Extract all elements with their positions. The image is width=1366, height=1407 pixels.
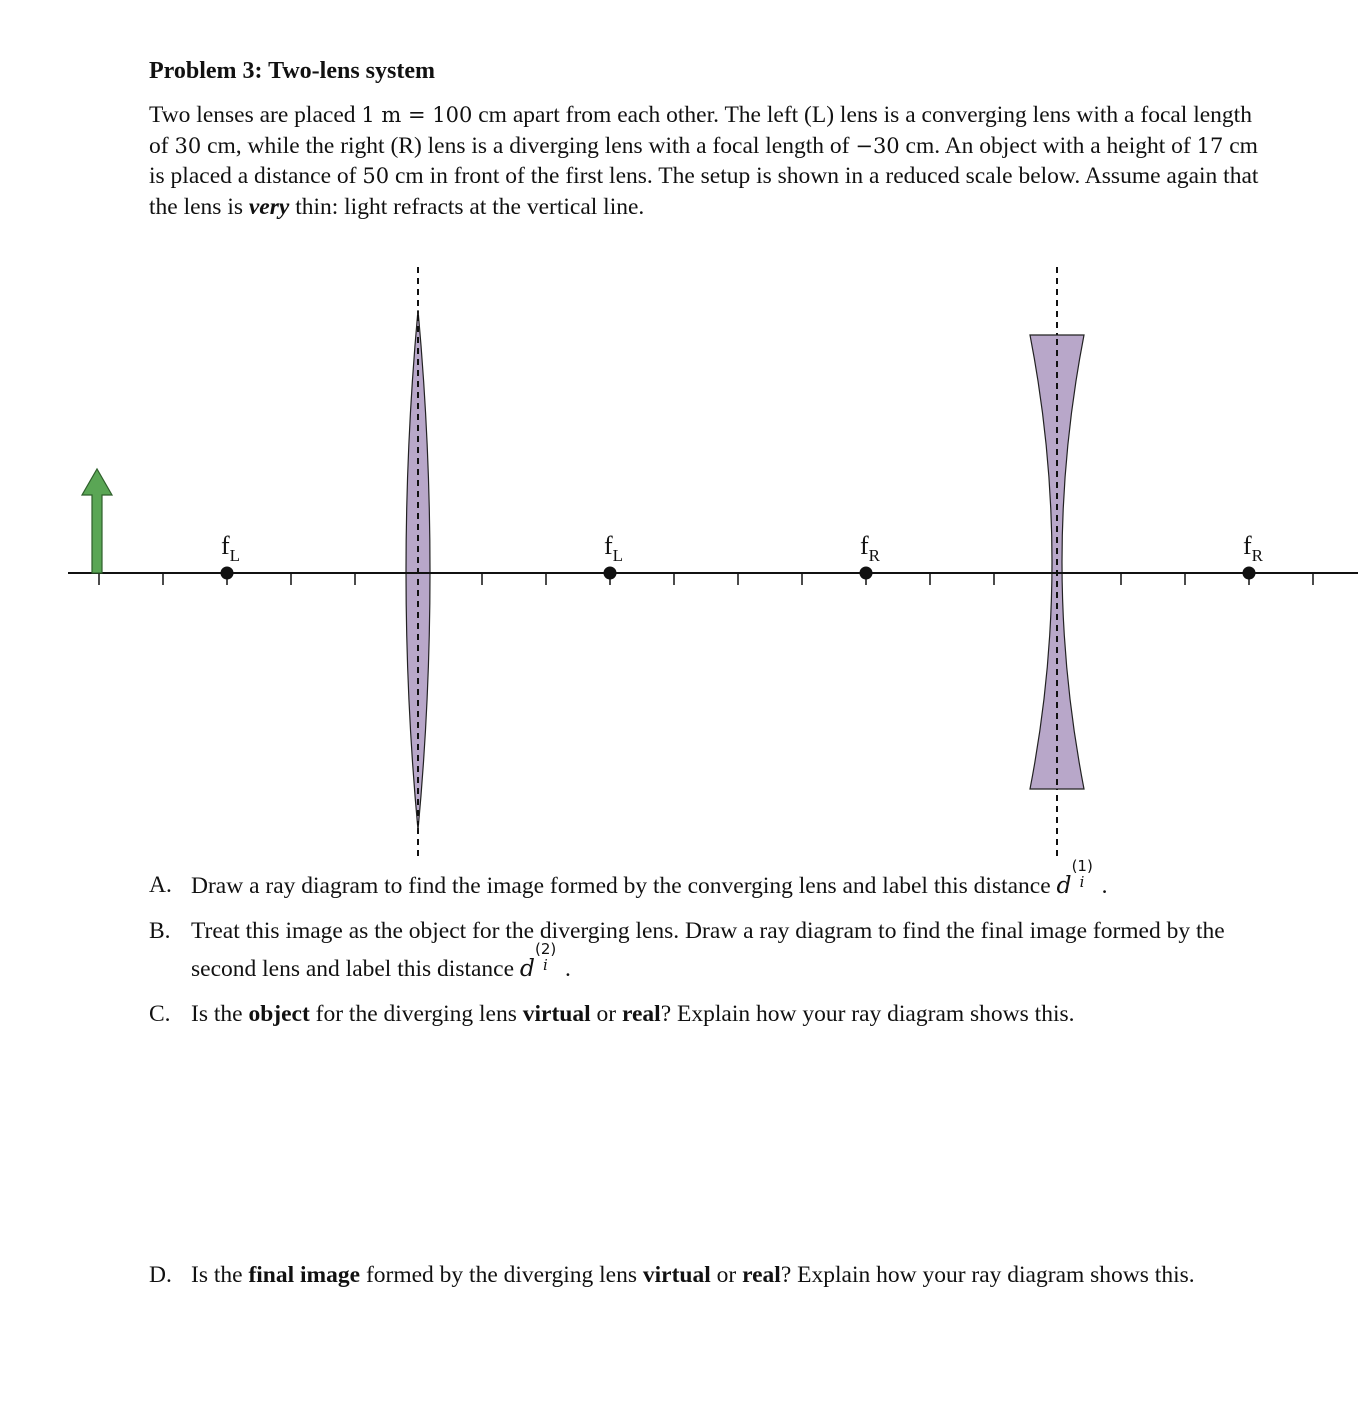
question-a-sup: (1) — [1071, 857, 1093, 875]
question-a-text: Draw a ray diagram to find the image formed by the converging lens and label this distance — [191, 873, 1057, 899]
question-a-sub: i — [1079, 873, 1085, 891]
question-a-end: . — [1101, 873, 1108, 899]
question-c-bold-object: object — [248, 1001, 310, 1027]
question-b-text: Treat this image as the object for the diverging lens. Draw a ray diagram to find the final image formed by the second lens and label this distance — [191, 918, 1225, 982]
question-d-text-3: or — [710, 1262, 743, 1288]
question-c-text-2: for the diverging lens — [309, 1001, 523, 1027]
intro-emphasis: very — [248, 193, 290, 220]
question-b-sup: (2) — [534, 940, 557, 958]
question-c-bold-virtual: virtual — [522, 1001, 591, 1027]
question-c-text-3: or — [590, 1001, 622, 1027]
question-d — [149, 1260, 1259, 1291]
question-d-bold-virtual: virtual — [642, 1262, 711, 1288]
question-c-text-4: ? Explain how your ray diagram shows this. — [660, 1001, 1075, 1027]
intro-math-height: 17 — [1196, 133, 1224, 158]
intro-text-3: cm, while the right (R) lens is a diverging lens with a focal length of — [201, 132, 856, 159]
focal-label-right-1: $f_R$ — [860, 531, 881, 565]
focal-label-left-1: $f_L$ — [221, 531, 241, 565]
problem-intro — [149, 100, 1259, 222]
focal-point-right-2 — [1243, 567, 1256, 580]
question-d-text-1: Is the — [191, 1262, 249, 1288]
axis-ticks — [99, 573, 1313, 585]
intro-text-7: thin: light refracts at the vertical line. — [289, 193, 645, 220]
intro-text-6: cm in front of the first lens. The setup is shown in a reduced scale below. Assume again that the lens is — [149, 163, 1259, 220]
question-b-symbol: d — [519, 954, 535, 982]
intro-text-4: cm. An object with a height of — [899, 132, 1197, 159]
question-a-symbol: d — [1056, 871, 1072, 899]
question-d-bold-real: real — [742, 1262, 781, 1288]
lens-diagram — [0, 255, 1366, 865]
question-a — [149, 857, 1259, 905]
question-d-letter: D. — [149, 1262, 172, 1288]
question-c-letter: C. — [149, 1001, 171, 1027]
intro-text-2: cm apart from each other. The left (L) lens is a converging lens with a focal length of — [149, 102, 1252, 159]
object-arrow — [82, 469, 112, 573]
focal-label-left-2: $f_L$ — [604, 531, 624, 565]
focal-label-right-2: $f_R$ — [1243, 531, 1264, 565]
intro-math-distance: 1 m = 100 — [361, 103, 473, 127]
intro-math-focal-left: 30 — [174, 133, 202, 158]
intro-math-object-distance: 50 — [362, 164, 390, 188]
question-c-text-1: Is the — [191, 1001, 249, 1027]
question-b-sub: i — [542, 956, 548, 974]
question-b — [149, 913, 1259, 988]
question-b-letter: B. — [149, 918, 171, 944]
focal-point-right-1 — [860, 567, 873, 580]
focal-point-left-1 — [221, 567, 234, 580]
question-c — [149, 996, 1259, 1033]
question-b-end: . — [564, 956, 571, 982]
intro-text-5: cm is placed a distance of — [149, 132, 1258, 189]
intro-math-focal-right: −30 — [855, 133, 900, 158]
question-d-bold-final-image: final image — [248, 1262, 361, 1288]
question-d-text-2: formed by the diverging lens — [360, 1262, 643, 1288]
question-d-text-4: ? Explain how your ray diagram shows this. — [780, 1262, 1195, 1288]
question-c-bold-real: real — [621, 1001, 661, 1027]
question-a-letter: A. — [149, 872, 172, 898]
intro-text-1: Two lenses are placed — [149, 102, 362, 128]
problem-title: Problem 3: Two-lens system — [149, 58, 435, 84]
focal-point-left-2 — [604, 567, 617, 580]
